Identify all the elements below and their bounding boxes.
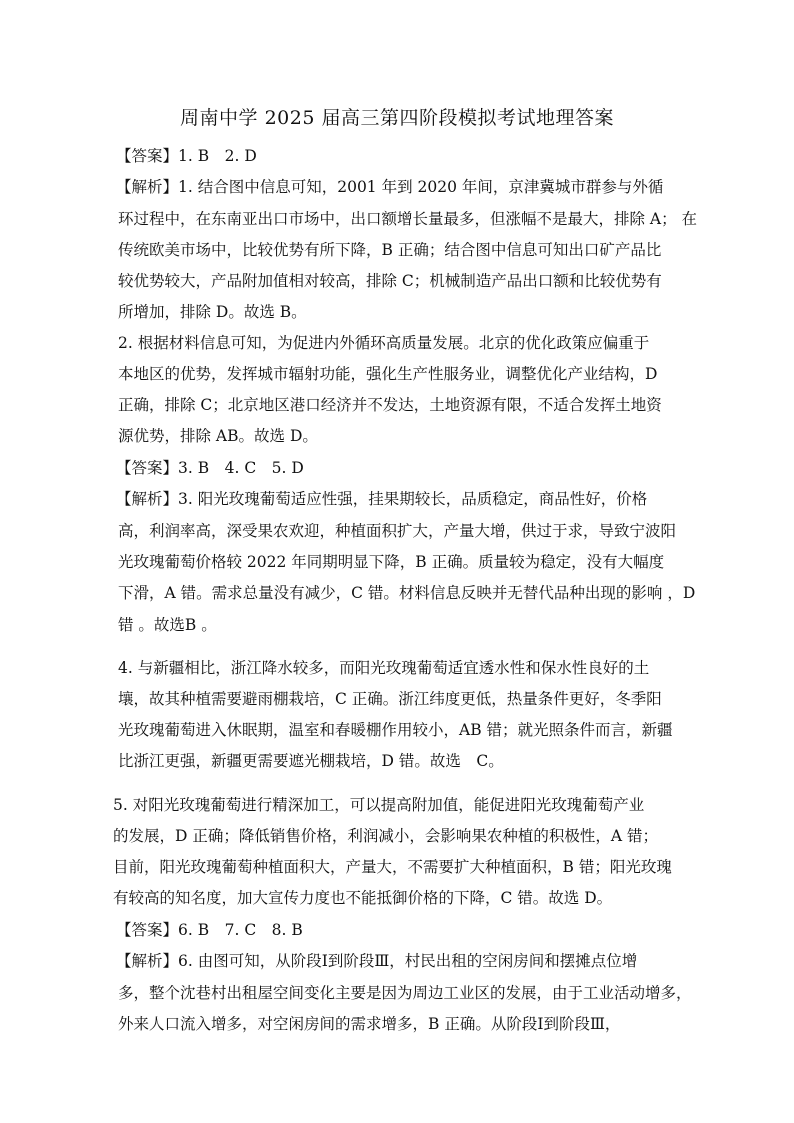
page-title: 周南中学 2025 届高三第四阶段模拟考试地理答案: [180, 107, 614, 129]
analysis-line: 4. 与新疆相比，浙江降水较多，而阳光玫瑰葡萄适宜透水性和保水性良好的土: [118, 659, 650, 677]
analysis-line: 的发展，D 正确；降低销售价格，利润减小，会影响果农种植的积极性，A 错；: [113, 827, 658, 845]
analysis-line: 传统欧美市场中，比较优势有所下降，B 正确；结合图中信息可知出口矿产品比: [118, 241, 662, 259]
answer-line-1: 【答案】1. B 2. D: [116, 147, 257, 165]
answer-line-2: 【答案】3. B 4. C 5. D: [116, 459, 304, 477]
analysis-line: 高，利润率高，深受果农欢迎，种植面积扩大，产量大增，供过于求，导致宁波阳: [118, 522, 677, 540]
analysis-line: 比浙江更强，新疆更需要遮光棚栽培，D 错。故选 C。: [118, 752, 504, 770]
analysis-line: 【解析】6. 由图可知，从阶段Ⅰ到阶段Ⅲ，村民出租的空闲房间和摆摊点位增: [116, 952, 638, 970]
analysis-line: 有较高的知名度，加大宣传力度也不能抵御价格的下降，C 错。故选 D。: [113, 889, 613, 907]
analysis-line: 2. 根据材料信息可知，为促进内外循环高质量发展。北京的优化政策应偏重于: [118, 334, 650, 352]
analysis-line: 目前，阳光玫瑰葡萄种植面积大，产量大，不需要扩大种植面积，B 错；阳光玫瑰: [113, 858, 672, 876]
analysis-line: 外来人口流入增多，对空闲房间的需求增多，B 正确。从阶段Ⅰ到阶段Ⅲ，: [118, 1015, 621, 1033]
analysis-line: 较优势较大，产品附加值相对较高，排除 C；机械制造产品出口额和比较优势有: [118, 272, 662, 290]
analysis-line: 环过程中，在东南亚出口市场中，出口额增长量最多，但涨幅不是最大，排除 A； 在: [118, 210, 698, 228]
analysis-line: 光玫瑰葡萄价格较 2022 年同期明显下降，B 正确。质量较为稳定，没有大幅度: [118, 553, 665, 571]
analysis-line: 5. 对阳光玫瑰葡萄进行精深加工，可以提高附加值，能促进阳光玫瑰葡萄产业: [113, 796, 645, 814]
analysis-line: 下滑，A 错。需求总量没有减少，C 错。材料信息反映并无替代品种出现的影响 ，D: [118, 584, 696, 602]
analysis-line: 光玫瑰葡萄进入休眠期，温室和春暖棚作用较小，AB 错；就光照条件而言，新疆: [118, 721, 673, 739]
analysis-line: 所增加，排除 D。故选 B。: [118, 303, 307, 321]
analysis-line: 本地区的优势，发挥城市辐射功能，强化生产性服务业，调整优化产业结构，D: [118, 365, 658, 383]
analysis-line: 错 。故选B 。: [118, 616, 217, 634]
answer-line-3: 【答案】6. B 7. C 8. B: [116, 921, 303, 939]
analysis-line: 壤，故其种植需要避雨棚栽培，C 正确。浙江纬度更低，热量条件更好，冬季阳: [118, 690, 662, 708]
analysis-line: 源优势，排除 AB。故选 D。: [118, 427, 318, 445]
analysis-line: 【解析】3. 阳光玫瑰葡萄适应性强，挂果期较长，品质稳定，商品性好，价格: [116, 490, 648, 508]
analysis-line: 【解析】1. 结合图中信息可知，2001 年到 2020 年间，京津冀城市群参与外循: [116, 178, 664, 196]
analysis-line: 正确，排除 C；北京地区港口经济并不发达，土地资源有限，不适合发挥土地资: [118, 396, 662, 414]
analysis-line: 多，整个沈巷村出租屋空间变化主要是因为周边工业区的发展，由于工业活动增多，: [118, 984, 692, 1002]
